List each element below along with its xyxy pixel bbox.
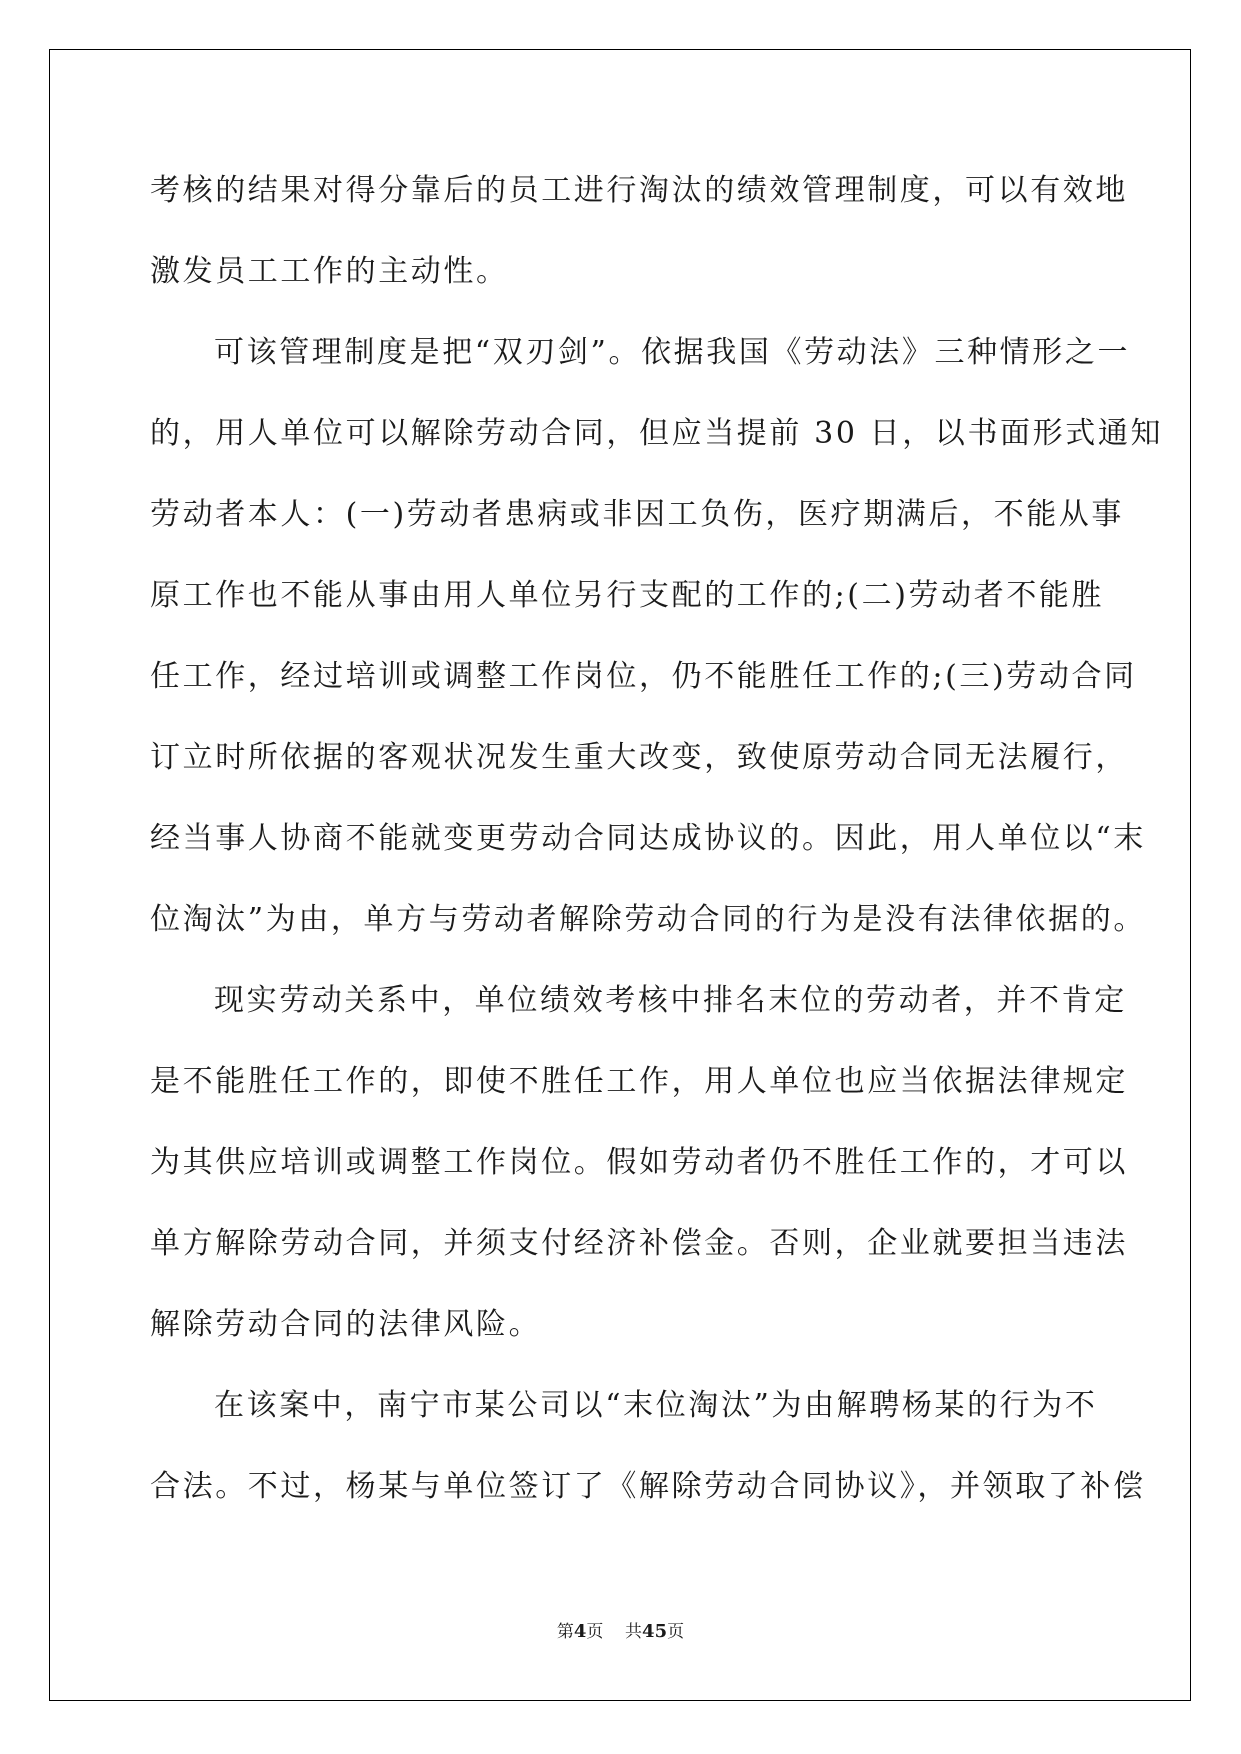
- footer-prefix: 第: [556, 1622, 574, 1642]
- total-pages: 45: [642, 1621, 668, 1642]
- footer-page-suffix: 页: [586, 1622, 604, 1642]
- page-footer: [0, 1620, 1241, 1644]
- paragraph-start-line: 现实劳动关系中，单位绩效考核中排名末位的劳动者，并不肯定: [214, 983, 1127, 1018]
- text-line: 单方解除劳动合同，并须支付经济补偿金。否则，企业就要担当违法: [150, 1226, 1128, 1261]
- text-line: 原工作也不能从事由用人单位另行支配的工作的;(二)劳动者不能胜: [150, 578, 1105, 613]
- text-line: 位淘汰”为由，单方与劳动者解除劳动合同的行为是没有法律依据的。: [150, 902, 1146, 937]
- page-number: 4: [573, 1621, 587, 1642]
- text-line: 任工作，经过培训或调整工作岗位，仍不能胜任工作的;(三)劳动合同: [150, 659, 1137, 694]
- text-line: 的，用人单位可以解除劳动合同，但应当提前 30 日，以书面形式通知: [150, 416, 1164, 451]
- text-line: 经当事人协商不能就变更劳动合同达成协议的。因此，用人单位以“末: [150, 821, 1146, 856]
- text-line: 是不能胜任工作的，即使不胜任工作，用人单位也应当依据法律规定: [150, 1064, 1128, 1099]
- text-line: 订立时所依据的客观状况发生重大改变，致使原劳动合同无法履行，: [150, 740, 1128, 775]
- document-body: [150, 158, 1164, 1535]
- text-line: 激发员工工作的主动性。: [150, 254, 509, 289]
- text-line: 劳动者本人：(一)劳动者患病或非因工负伤，医疗期满后，不能从事: [150, 497, 1125, 532]
- footer-total-suffix: 页: [667, 1622, 685, 1642]
- footer-total-prefix: 共: [625, 1622, 643, 1642]
- text-line: 考核的结果对得分靠后的员工进行淘汰的绩效管理制度，可以有效地: [150, 173, 1128, 208]
- text-line: 解除劳动合同的法律风险。: [150, 1307, 542, 1342]
- paragraph-start-line: 在该案中，南宁市某公司以“末位淘汰”为由解聘杨某的行为不: [214, 1388, 1098, 1423]
- paragraph-start-line: 可该管理制度是把“双刃剑”。依据我国《劳动法》三种情形之一: [214, 335, 1131, 370]
- text-line: 合法。不过，杨某与单位签订了《解除劳动合同协议》，并领取了补偿: [150, 1469, 1146, 1504]
- text-line: 为其供应培训或调整工作岗位。假如劳动者仍不胜任工作的，才可以: [150, 1145, 1128, 1180]
